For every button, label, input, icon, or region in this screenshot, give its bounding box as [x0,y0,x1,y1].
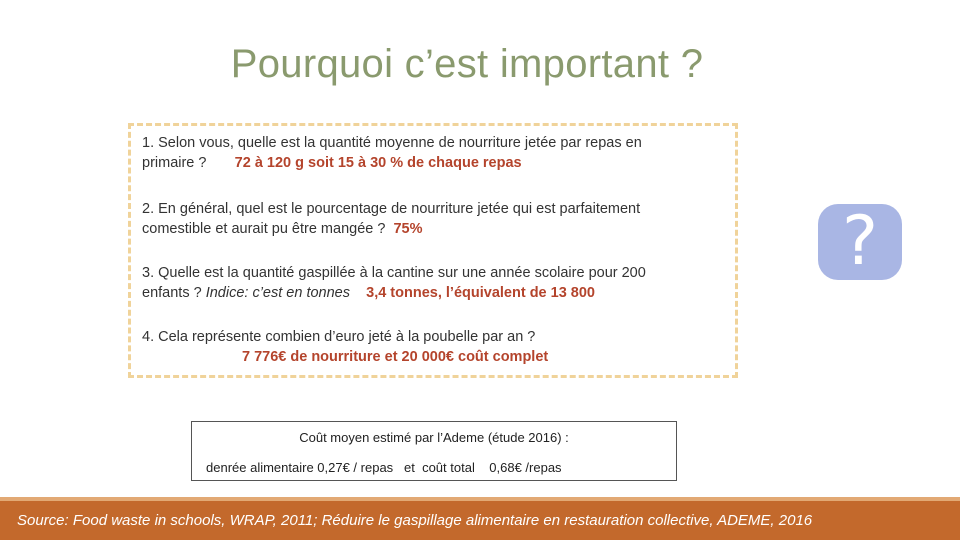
question-3-hint: Indice: c’est en tonnes [205,285,350,301]
question-3-text-cont: enfants ? [142,285,202,301]
help-badge [818,204,902,280]
footer-source: Source: Food waste in schools, WRAP, 2011; Réduire le gaspillage alimentaire en restauration collective, ADEME, 2016 [17,512,813,529]
question-4-text: 4. Cela représente combien d’euro jeté à la poubelle par an ? [142,329,536,345]
question-1-text: 1. Selon vous, quelle est la quantité moyenne de nourriture jetée par repas en [142,135,642,151]
question-1 [142,133,732,173]
question-3 [142,263,732,303]
question-3-answer: 3,4 tonnes, l’équivalent de 13 800 [366,285,595,301]
question-3-text: 3. Quelle est la quantité gaspillée à la cantine sur une année scolaire pour 200 [142,265,646,281]
question-1-text-cont: primaire ? [142,155,207,171]
question-mark-icon: ? [841,202,879,281]
question-2-text-cont: comestible et aurait pu être mangée ? [142,221,386,237]
question-4-answer: 7 776€ de nourriture et 20 000€ coût complet [242,349,549,365]
footer-bar [0,497,960,540]
question-2-answer: 75% [393,221,423,237]
question-1-answer: 72 à 120 g soit 15 à 30 % de chaque repas [234,155,522,171]
slide-title: Pourquoi c’est important ? [230,42,704,86]
cost-box [191,421,677,481]
question-4 [142,327,732,367]
cost-box-line: denrée alimentaire 0,27€ / repas et coût total 0,68€ /repas [206,460,562,475]
question-2 [142,199,732,239]
question-2-text: 2. En général, quel est le pourcentage de nourriture jetée qui est parfaitement [142,201,641,217]
cost-box-title: Coût moyen estimé par l’Ademe (étude 2016) : [299,430,569,445]
